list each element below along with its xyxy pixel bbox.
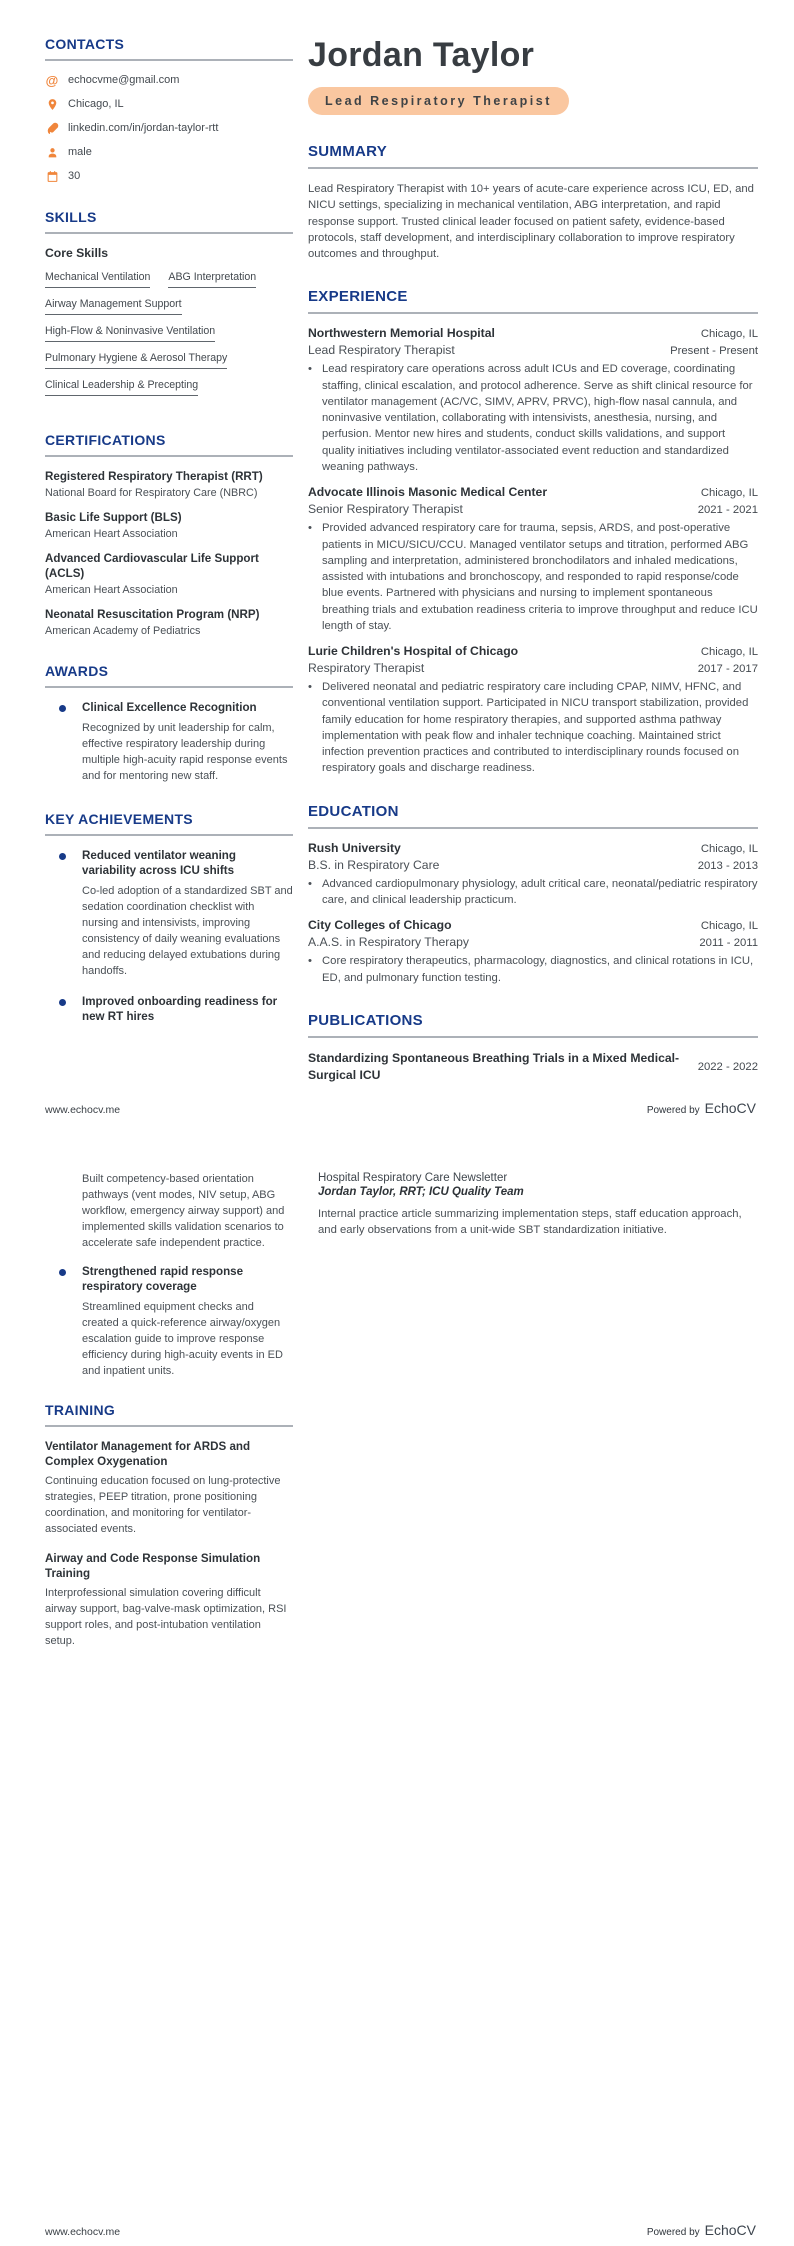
training-heading: TRAINING (45, 1402, 293, 1427)
experience-company: Northwestern Memorial Hospital (308, 326, 495, 341)
bullet-glyph: • (308, 955, 312, 968)
contacts-section (45, 36, 293, 183)
skill-chip: ABG Interpretation (168, 271, 256, 288)
publications-section (308, 1012, 758, 1084)
experience-bullet (308, 679, 758, 777)
certification-issuer: National Board for Respiratory Care (NBRC) (45, 487, 258, 500)
footer-site-link[interactable]: www.echocv.me (45, 2226, 121, 2238)
at-icon: @ (45, 72, 59, 88)
contact-linkedin[interactable] (45, 121, 293, 135)
education-heading: EDUCATION (308, 803, 758, 829)
summary-section (308, 143, 758, 262)
experience-role: Respiratory Therapist (308, 661, 425, 676)
title-badge: Lead Respiratory Therapist (308, 87, 569, 115)
skills-list (45, 271, 293, 406)
certification-item (45, 510, 293, 540)
certification-issuer: American Academy of Pediatrics (45, 625, 201, 638)
certification-issuer: American Heart Association (45, 528, 178, 541)
experience-bullet (308, 361, 758, 475)
link-icon (45, 121, 59, 135)
publication-item (308, 1050, 758, 1084)
contact-age (45, 169, 293, 183)
experience-dates: 2017 - 2017 (697, 663, 758, 676)
award-item (45, 700, 293, 784)
page-footer (45, 2222, 756, 2238)
experience-role: Lead Respiratory Therapist (308, 343, 455, 358)
experience-location: Chicago, IL (700, 646, 758, 659)
skill-chip: Pulmonary Hygiene & Aerosol Therapy (45, 352, 227, 369)
publication-journal: Hospital Respiratory Care Newsletter (318, 1172, 508, 1184)
contact-linkedin-text: linkedin.com/in/jordan-taylor-rtt (68, 122, 219, 134)
training-description: Interprofessional simulation covering difficult airway support, bag-valve-mask optimization, RSI support roles, and post-intubation ventilation setup. (45, 1586, 287, 1647)
training-description: Continuing education focused on lung-protective strategies, PEEP titration, prone positioning coordination, and monitoring for ventilator-associated events. (45, 1474, 281, 1535)
main-column (318, 1172, 758, 1676)
experience-section (308, 288, 758, 776)
experience-company: Advocate Illinois Masonic Medical Center (308, 485, 548, 500)
summary-heading: SUMMARY (308, 143, 758, 169)
certifications-section (45, 432, 293, 637)
achievement-item (45, 994, 293, 1025)
education-dates: 2011 - 2011 (699, 937, 758, 950)
certification-item (45, 607, 293, 637)
resume-page-2 (0, 1130, 794, 2246)
education-degree: A.A.S. in Respiratory Therapy (308, 935, 469, 950)
page-footer (45, 1100, 756, 1116)
key-achievements-section (45, 811, 293, 1025)
education-dates: 2013 - 2013 (697, 859, 758, 872)
certification-issuer: American Heart Association (45, 584, 178, 597)
achievement-item (45, 848, 293, 980)
achievement-title: Reduced ventilator weaning variability across ICU shifts (82, 848, 236, 878)
experience-role: Senior Respiratory Therapist (308, 502, 463, 517)
skills-section (45, 209, 293, 406)
education-degree: B.S. in Respiratory Care (308, 857, 440, 872)
achievement-title: Strengthened rapid response respiratory coverage (82, 1264, 244, 1294)
achievement-description: Built competency-based orientation pathways (vent modes, NIV setup, ABG workflow, emergency airway support) and implemented skills validation scenarios to accelerate safe independent practice. (82, 1173, 285, 1249)
certification-item (45, 469, 293, 499)
skill-chip: Clinical Leadership & Precepting (45, 379, 198, 396)
bullet-glyph: • (308, 522, 312, 535)
achievement-title: Improved onboarding readiness for new RT hires (82, 994, 278, 1024)
publication-description: Internal practice article summarizing implementation steps, staff education approach, and early observations from a unit-wide SBT standardization initiative. (318, 1208, 742, 1237)
training-section (45, 1402, 293, 1650)
experience-location: Chicago, IL (700, 487, 758, 500)
experience-entry (308, 326, 758, 475)
publication-authors: Jordan Taylor, RRT; ICU Quality Team (318, 1186, 524, 1198)
contacts-heading: CONTACTS (45, 36, 293, 61)
publication-title: Standardizing Spontaneous Breathing Trials in a Mixed Medical-Surgical ICU (308, 1050, 680, 1082)
experience-dates: 2021 - 2021 (697, 504, 758, 517)
experience-location: Chicago, IL (700, 328, 758, 341)
footer-powered-by (647, 2222, 756, 2238)
skill-chip: High-Flow & Noninvasive Ventilation (45, 325, 215, 342)
training-title: Airway and Code Response Simulation Training (45, 1551, 261, 1581)
training-item (45, 1439, 293, 1538)
education-bullet-text: Advanced cardiopulmonary physiology, adult critical care, neonatal/pediatric respiratory care, and clinical leadership practicum. (322, 877, 758, 906)
bullet-dot-icon (59, 853, 66, 860)
powered-by-text: Powered by (646, 1105, 700, 1116)
candidate-name: Jordan Taylor (308, 36, 535, 74)
achievement-description: Streamlined equipment checks and created a quick-reference airway/oxygen escalation guide to improve response efficiency during high-acuity events in ED and inpatient units. (82, 1300, 283, 1377)
certifications-heading: CERTIFICATIONS (45, 432, 293, 457)
experience-company: Lurie Children's Hospital of Chicago (308, 644, 519, 659)
location-pin-icon (45, 97, 59, 111)
bullet-glyph: • (308, 363, 312, 376)
education-location: Chicago, IL (700, 842, 758, 855)
training-title: Ventilator Management for ARDS and Complex Oxygenation (45, 1439, 251, 1469)
experience-heading: EXPERIENCE (308, 288, 758, 314)
skill-chip: Airway Management Support (45, 298, 182, 315)
footer-powered-by (647, 1100, 756, 1116)
contact-gender-text: male (68, 146, 92, 158)
certification-name: Basic Life Support (BLS) (45, 511, 182, 525)
bullet-dot-icon (59, 999, 66, 1006)
left-column (45, 1172, 293, 1676)
echocv-brand[interactable]: EchoCV (704, 1100, 756, 1116)
bullet-glyph: • (308, 877, 312, 890)
certification-item (45, 551, 293, 596)
experience-dates: Present - Present (670, 345, 758, 358)
achievement-description: Co-led adoption of a standardized SBT and sedation coordination checklist with nursing and intensivists, improving consistency of daily weaning evaluations and reducing delayed extubations during handoffs. (82, 884, 293, 977)
key-achievements-continued (45, 1172, 293, 1380)
contact-email[interactable] (45, 73, 293, 87)
certification-name: Advanced Cardiovascular Life Support (ACLS) (45, 552, 259, 581)
echocv-brand[interactable]: EchoCV (704, 2222, 756, 2238)
publication-continued (318, 1172, 758, 1239)
left-column (45, 36, 293, 1110)
contact-location (45, 97, 293, 111)
experience-bullet-text: Provided advanced respiratory care for trauma, sepsis, ARDS, and post-operative patients in MICU/SICU/CCU. Managed ventilator setups and titration, performed ABG sampling and interpretation, administered bronchodilators and inhaled medications, assisted with intubations and bronchoscopy, and responded to rapid response/code blue events. Partnered with physicians and nursing to implement spontaneous breathing trials and extubation readiness criteria to improve throughput and reduce ICU length of stay. (322, 522, 758, 632)
calendar-icon (45, 169, 59, 183)
main-column (308, 36, 758, 1110)
footer-site-link[interactable]: www.echocv.me (45, 1104, 121, 1116)
experience-bullet-text: Delivered neonatal and pediatric respiratory care including CPAP, NIMV, HFNC, and conventional ventilation support. Participated in NICU transport stabilization, provided family education for home respiratory therapies, and supported asthma pathway implementation with peak flow and inhaler technique coaching. Maintained strict infection prevention practices and contributed to interdisciplinary rounds focused on respiratory goals and discharge readiness. (322, 681, 749, 775)
person-icon (45, 145, 59, 159)
contact-email-text: echocvme@gmail.com (68, 74, 180, 86)
education-bullet (308, 876, 758, 909)
contact-location-text: Chicago, IL (68, 98, 124, 110)
experience-bullet (308, 520, 758, 634)
key-achievements-heading: KEY ACHIEVEMENTS (45, 811, 293, 836)
certification-name: Registered Respiratory Therapist (RRT) (45, 470, 263, 483)
bullet-dot-icon (59, 705, 66, 712)
training-item (45, 1551, 293, 1650)
awards-heading: AWARDS (45, 663, 293, 688)
education-school: City Colleges of Chicago (308, 918, 452, 933)
summary-text: Lead Respiratory Therapist with 10+ years of acute-care experience across ICU, ED, and NICU settings, specializing in mechanical ventilation, ABG interpretation, and rapid response support. Trusted clinical leader focused on patient safety, evidence-based protocols, staff development, and interdisciplinary collaboration to improve respiratory outcomes and throughput. (308, 183, 754, 261)
education-location: Chicago, IL (700, 920, 758, 933)
education-bullet (308, 953, 758, 986)
education-entry (308, 918, 758, 986)
bullet-glyph: • (308, 681, 312, 694)
education-school: Rush University (308, 840, 401, 855)
skills-heading: SKILLS (45, 209, 293, 234)
publication-dates: 2022 - 2022 (697, 1060, 758, 1073)
publications-heading: PUBLICATIONS (308, 1012, 758, 1038)
education-entry (308, 841, 758, 909)
skills-group-title: Core Skills (45, 246, 108, 260)
award-title: Clinical Excellence Recognition (82, 701, 257, 715)
education-section (308, 803, 758, 986)
contact-age-text: 30 (68, 170, 81, 182)
experience-entry (308, 485, 758, 634)
powered-by-text: Powered by (646, 2227, 700, 2238)
experience-bullet-text: Lead respiratory care operations across adult ICUs and ED coverage, coordinating staffing, clinical escalation, and protocol adherence. Serve as shift clinical resource for ventilator management (AC/VC, SIMV, APRV, PRVC), high-flow nasal cannula, and noninvasive ventilation, collaborating with intensivists, anesthesia, nursing, and perfusion. Mentor new hires and students, conduct skills validations, and support quality initiatives including ventilator-associated event reduction and standardized weaning pathways. (322, 363, 753, 474)
education-bullet-text: Core respiratory therapeutics, pharmacology, diagnostics, and clinical rotations in ICU, ED, and pulmonary function testing. (322, 955, 754, 984)
certification-name: Neonatal Resuscitation Program (NRP) (45, 608, 260, 622)
skill-chip: Mechanical Ventilation (45, 271, 150, 288)
contact-gender (45, 145, 293, 159)
bullet-dot-icon (59, 1269, 66, 1276)
achievement-item (45, 1264, 293, 1380)
experience-entry (308, 644, 758, 777)
award-description: Recognized by unit leadership for calm, effective respiratory leadership during multiple high-acuity rapid response events and for mentoring new staff. (82, 721, 288, 782)
awards-section (45, 663, 293, 784)
